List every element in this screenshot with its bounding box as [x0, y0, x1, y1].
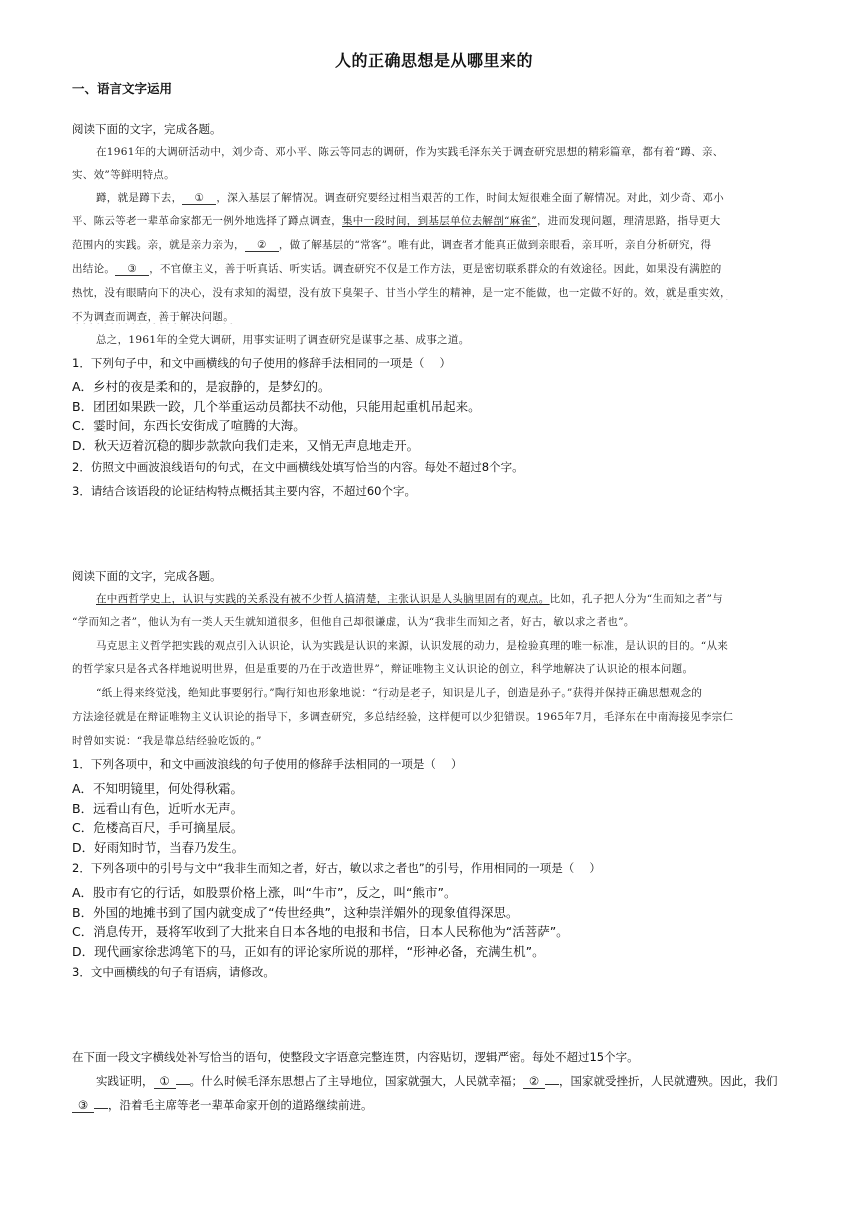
text-span: “纸上得来终觉浅，绝知此事要躬行。”陶行知也形象地说：“: [96, 687, 378, 699]
blank-1: ①: [182, 192, 216, 205]
document-title: 人的正确思想是从哪里来的: [334, 51, 533, 70]
part1-paragraph-line: [72, 309, 802, 324]
blank-2: ②: [245, 239, 279, 252]
text-span: 热忱，没有眼睛向下的决心，没有求知的渴望，没有放下臭架子、甘当小学生的精神，是一定不能做，也一定做不好的。: [72, 287, 645, 299]
part3-intro: 在下面一段文字横线处补写恰当的语句，使整段文字语意完整连贯，内容贴切，逻辑严密。每处不超过15个字。: [72, 1050, 639, 1064]
option-c: C．危楼高百尺，手可摘星辰。: [72, 820, 244, 835]
part1-paragraph-line: [72, 237, 802, 252]
text-span: 平、陈云等老一辈革命家都无一例外地选择了蹲点调查，: [72, 215, 342, 227]
blank-1: ①: [154, 1074, 176, 1089]
option-d: D．好雨知时节，当春乃发生。: [72, 840, 245, 855]
part2-paragraph-line: 方法途径就是在辩证唯物主义认识论的指导下，多调查研究，多总结经验，这样便可以少犯错误。1965年7月，毛泽东在中南海接见李宗仁: [72, 711, 734, 723]
question-1: 1．下列各项中，和文中画波浪线的句子使用的修辞手法相同的一项是（ ）: [72, 757, 463, 771]
option-c: C．霎时间，东西长安街成了喧腾的大海。: [72, 418, 306, 433]
underlined-sentence: 集中一段时间，到基层单位去解剖“麻雀”: [342, 215, 537, 227]
part2-paragraph-line: 马克思主义哲学把实践的观点引入认识论，认为实践是认识的来源，认识发展的动力，是检验真理的唯一标准，是认识的目的。“从来: [96, 640, 729, 652]
wavy-sentence: 不为调查而调查，善于解决问题。: [72, 311, 234, 323]
part1-intro: 阅读下面的文字，完成各题。: [72, 122, 222, 136]
option-b: B．远看山有色，近听水无声。: [72, 801, 244, 816]
part1-paragraph-line: [72, 261, 802, 276]
part2-intro: 阅读下面的文字，完成各题。: [72, 569, 222, 583]
part1-paragraph-line: 在1961年的大调研活动中，刘少奇、邓小平、陈云等同志的调研，作为实践毛泽东关于调查研究思想的精彩篇章，都有着“蹲、亲、: [96, 146, 724, 158]
text-span: ，做了解基层的“常客”。唯有此，调查者才能真正做到亲眼看，亲耳听，亲自分析研究，得: [278, 239, 712, 251]
blank-3: ③: [72, 1098, 94, 1113]
question-3: 3．请结合该语段的论证结构特点概括其主要内容，不超过60个字。: [72, 484, 416, 498]
section-heading: 一、语言文字运用: [72, 81, 173, 96]
text-span: ，知识是儿子，创造是孙子。”获得并保持正确思想观念的: [431, 687, 703, 699]
question-3: 3．文中画横线的句子有语病，请修改。: [72, 965, 275, 979]
blank-1-underline: [176, 1084, 190, 1085]
part1-paragraph-line: 实、效”等鲜明特点。: [72, 169, 175, 181]
part2-paragraph-line: 时曾如实说：“我是靠总结经验吃饭的。”: [72, 735, 262, 747]
part2-paragraph-line: [72, 685, 826, 700]
text-span: ，深入基层了解情况。调查研究要经过相当艰苦的工作，时间太短很难全面了解情况。对此，刘少奇、邓小: [216, 192, 725, 204]
wavy-sentence: 行动是老子: [377, 687, 432, 699]
part3-paragraph-line: [72, 1097, 802, 1113]
wavy-sentence: 效，就是重实效，: [644, 287, 731, 299]
text-span: 出结论。: [72, 263, 116, 275]
text-span: ，沿着毛主席等老一辈革命家开创的道路继续前进。: [108, 1098, 373, 1112]
part1-paragraph-line: [72, 285, 802, 300]
blank-2: ②: [523, 1074, 545, 1089]
option-d: D．现代画家徐悲鸿笔下的马，正如有的评论家所说的那样，“形神必备，充满生机”。: [72, 944, 545, 959]
text-span: ，进而发现问题，理清思路，指导更大: [536, 215, 721, 227]
part2-paragraph-line: “学而知之者”，他认为有一类人天生就知道很多，但他自己却很谦虚，认为“我非生而知之者，好古，敏以求之者也”。: [72, 616, 635, 628]
part1-paragraph-line: [72, 213, 802, 228]
part1-paragraph-line: 总之，1961年的全党大调研，用事实证明了调查研究是谋事之基、成事之道。: [96, 334, 470, 346]
option-a: A．乡村的夜是柔和的，是寂静的，是梦幻的。: [72, 379, 331, 394]
question-2: 2．仿照文中画波浪线语句的句式，在文中画横线处填写恰当的内容。每处不超过8个字。: [72, 460, 524, 474]
text-span: ，国家就受挫折，人民就遭殃。因此，我们: [559, 1074, 778, 1088]
blank-3: ③: [115, 263, 149, 276]
option-a: A．股市有它的行话，如股票价格上涨，叫“牛市”，反之，叫“熊市”。: [72, 885, 457, 900]
part2-paragraph-line: [72, 591, 826, 606]
text-span: 实践证明，: [96, 1074, 154, 1088]
question-1: 1．下列句子中，和文中画横线的句子使用的修辞手法相同的一项是（ ）: [72, 356, 451, 370]
blank-2-underline: [545, 1084, 559, 1085]
blank-3-underline: [94, 1108, 108, 1109]
option-b: B．外国的地摊书到了国内就变成了“传世经典”，这种崇洋媚外的现象值得深思。: [72, 905, 519, 920]
text-span: 蹲，就是蹲下去，: [96, 192, 183, 204]
question-2: 2．下列各项中的引号与文中“我非生而知之者，好古，敏以求之者也”的引号，作用相同的一项是（ ）: [72, 861, 601, 875]
option-a: A．不知明镜里，何处得秋霜。: [72, 781, 244, 796]
option-c: C．消息传开，聂将军收到了大批来自日本各地的电报和书信，日本人民称他为“活菩萨”。: [72, 924, 569, 939]
part3-paragraph-line: [72, 1073, 826, 1089]
text-span: 。什么时候毛泽东思想占了主导地位，国家就强大，人民就幸福；: [189, 1074, 523, 1088]
text-span: 比如，孔子把人分为“生而知之者”与: [549, 593, 723, 605]
text-span: ，不官僚主义，善于听真话、听实话。调查研究不仅是工作方法，更是密切联系群众的有效途径。因此，如果没有满腔的: [149, 263, 722, 275]
text-span: 范围内的实践。亲，就是亲力亲为，: [72, 239, 245, 251]
option-b: B．团团如果跌一跤，几个举重运动员都扶不动他，只能用起重机吊起来。: [72, 399, 481, 414]
part2-paragraph-line: 的哲学家只是各式各样地说明世界，但是重要的乃在于改造世界”，辩证唯物主义认识论的创立，科学地解决了认识论的根本问题。: [72, 663, 694, 675]
part1-paragraph-line: [72, 190, 826, 205]
option-d: D．秋天迈着沉稳的脚步款款向我们走来，又悄无声息地走开。: [72, 438, 420, 453]
underlined-sentence: 在中西哲学史上，认识与实践的关系没有被不少哲人搞清楚，主张认识是人头脑里固有的观点。: [96, 593, 550, 605]
